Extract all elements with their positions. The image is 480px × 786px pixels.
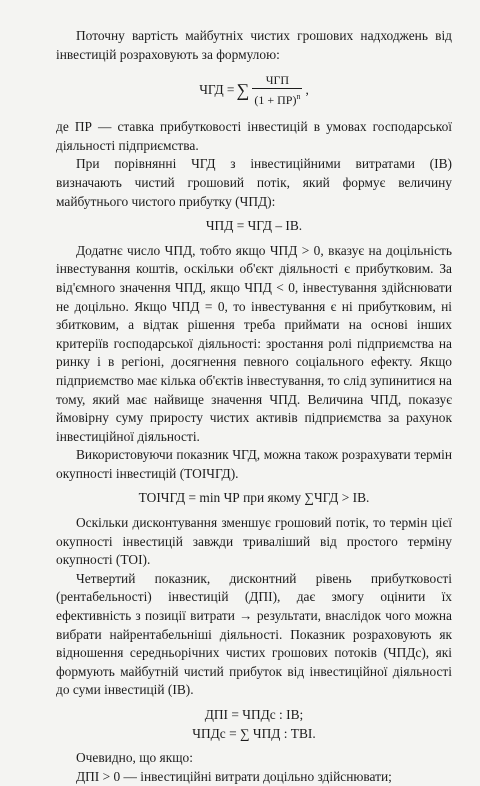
paragraph-chpd-interpretation: Додатнє число ЧПД, тобто якщо ЧПД > 0, вказує на доцільність інвестування коштів, оскільки об'єкт діяльності є прибутковим. За від'ємного значення ЧПД, якщо ЧПД < 0, інвестування здійснювати не доцільно. Якщо ЧПД = 0, то інвестування є ні прибутковим, ні збитковим, а відтак рішення треба приймати на основі інших критеріїв господарської діяльності: зростання ролі підприємства на ринку і в регіоні, досягнення певного соціального ефекту. Якщо підприємство має кілька об'єктів інвестування, то слід зупинитися на тому, який має найвище значення ЧПД. Величина ЧПД, показує ймовірну суму приросту чистих активів підприємства за рахунок інвестиційної діяльності. <box>56 242 452 444</box>
formula-chpd: ЧПД = ЧГД – ІВ. <box>205 218 303 234</box>
formula-dpi: ДПІ = ЧПДс : ІВ; <box>204 707 304 722</box>
paragraph-present-value: Поточну вартість майбутніх чистих грошових надходжень від інвестицій розраховують за формулою: <box>56 28 452 62</box>
paragraph-rate-definition: де ПР — ставка прибутковості інвестицій в умовах господарської діяльності підприємства. <box>56 119 452 153</box>
formula-npv-denominator <box>252 89 302 108</box>
formula-npv-lhs: ЧГД = <box>199 81 235 97</box>
formula-npv <box>56 72 452 108</box>
paragraph-dpi-positive: ДПІ > 0 — інвестиційні витрати доцільно здійснювати; <box>76 768 392 784</box>
paragraph-comparison: При порівнянні ЧГД з інвестиційними витратами (ІВ) визначають чистий грошовий потік, який формує величину майбутнього чистого прибутку (ЧПД): <box>56 156 452 209</box>
formula-npv-denominator-base: (1 + ПР) <box>254 92 297 107</box>
paragraph-dpi: Четвертий показник, дисконтний рівень прибутковості (рентабельності) інвестицій (ДПІ), дає змогу оцінити їх ефективність з позиції витрати → результати, внаслідок чого можна вибрати найрентабельніші діяльності. Показник розраховують як відношення середньорічних чистих грошових потоків (ЧПДс), які формують майбутній чистий прибуток від інвестиційної діяльності до суми інвестицій (ІВ). <box>56 570 452 698</box>
formula-npv-fraction <box>252 73 302 108</box>
sigma-symbol: ∑ <box>236 79 250 100</box>
formula-toi: ТОІЧГД = min ЧР при якому ∑ЧГД > ІВ. <box>138 490 370 506</box>
paragraph-payback: Використовуючи показник ЧГД, можна також розрахувати термін окупності інвестицій (ТОІЧГД). <box>56 447 452 481</box>
paragraph-discounting: Оскільки дисконтування зменшує грошовий потік, то термін цієї окупності інвестицій завжди триваліший від простого терміну окупності (ТОІ). <box>56 515 452 568</box>
formula-npv-numerator: ЧГП <box>265 72 290 87</box>
formula-npv-tail: , <box>305 81 309 97</box>
formula-chpds: ЧПДс = ∑ ЧПД : ТВІ. <box>192 725 316 741</box>
formula-npv-power: n <box>296 91 301 101</box>
paragraph-obviously: Очевидно, що якщо: <box>76 750 193 766</box>
